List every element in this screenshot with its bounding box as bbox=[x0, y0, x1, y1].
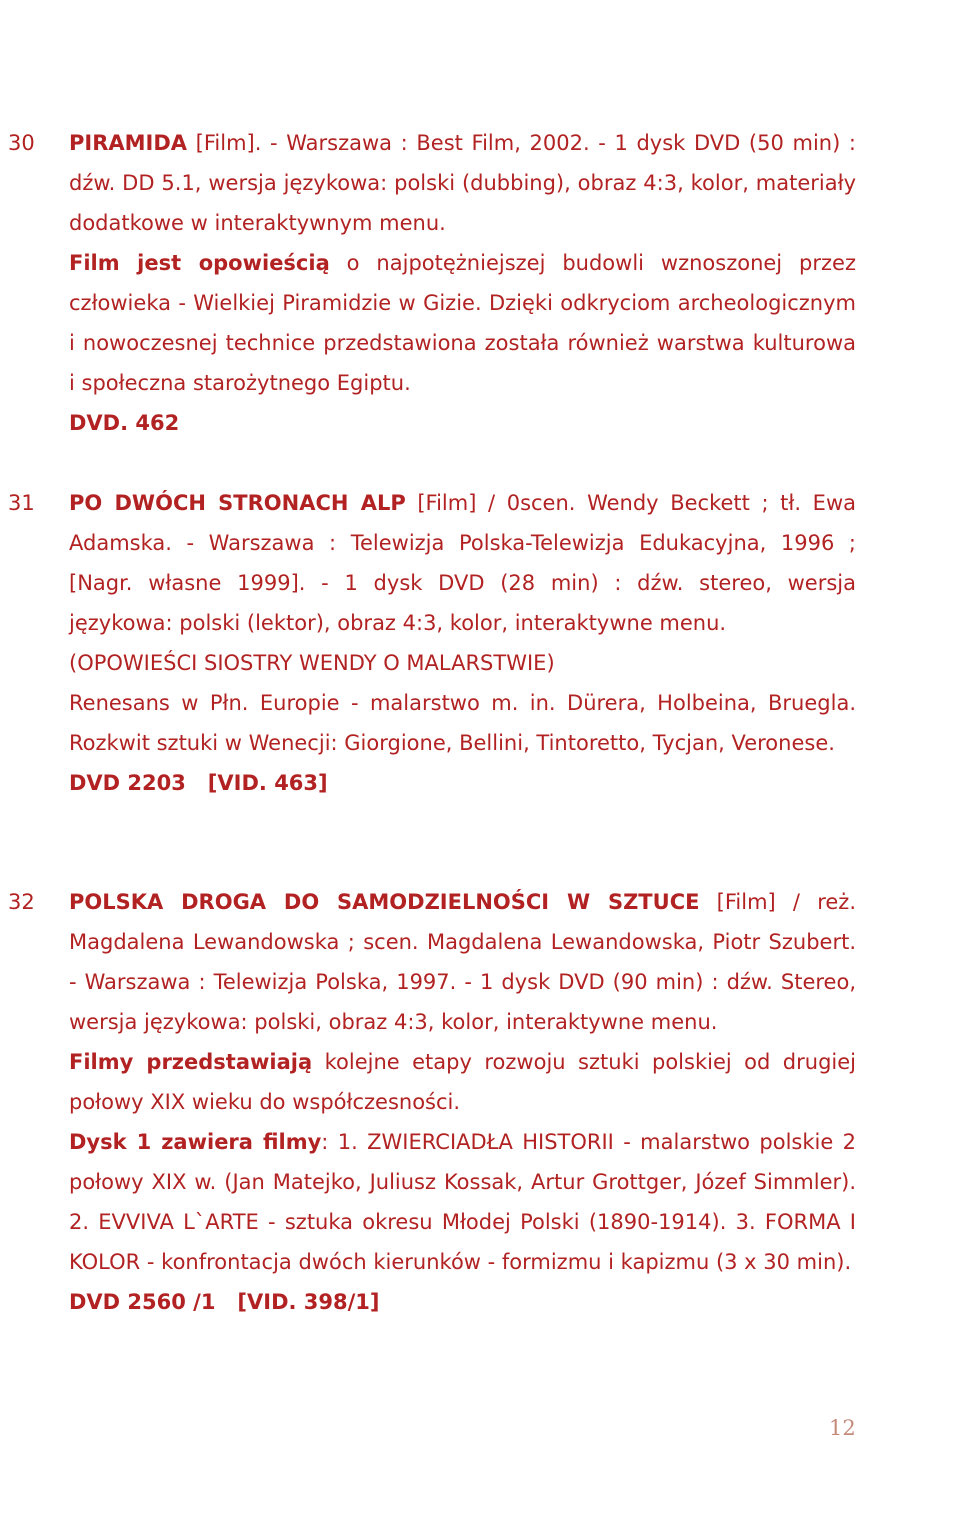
entry-series bbox=[69, 643, 856, 683]
entry-number: 31 bbox=[8, 491, 35, 515]
entry-summary bbox=[69, 243, 856, 403]
entry-summary bbox=[69, 1042, 856, 1122]
series-text: (OPOWIEŚCI SIOSTRY WENDY O MALARSTWIE) bbox=[69, 651, 555, 675]
entry-body bbox=[69, 882, 856, 1322]
entry-details: [Film] / 0scen. Wendy Beckett ; tł. Ewa Adamska. - Warszawa : Telewizja Polska-Telewizja Edukacyjna, 1996 ; [Nagr. własne 1999]. - 1 dysk DVD (28 min) : dźw. stereo, wersja językowa: polski (lektor), obraz 4:3, kolor, interaktywne menu. bbox=[69, 491, 856, 635]
summary-text: kolejne etapy rozwoju sztuki polskiej od drugiej połowy XIX wieku do współczesności. bbox=[69, 1050, 856, 1114]
summary-lead: Filmy przedstawiają bbox=[69, 1050, 313, 1074]
entry-number: 30 bbox=[8, 131, 35, 155]
entry-description bbox=[69, 123, 856, 243]
entry-summary bbox=[69, 683, 856, 763]
page-number: 12 bbox=[829, 1416, 856, 1440]
entry-number: 32 bbox=[8, 890, 35, 914]
summary-text: o najpotężniejszej budowli wznoszonej przez człowieka - Wielkiej Piramidzie w Gizie. Dzięki odkryciom archeologicznym i nowoczesnej technice przedstawiona została również warstwa kulturowa i społeczna starożytnego Egiptu. bbox=[69, 251, 856, 395]
contents-text: : 1. ZWIERCIADŁA HISTORII - malarstwo polskie 2 połowy XIX w. (Jan Matejko, Juliusz Kossak, Artur Grottger, Józef Simmler). 2. EVVIVA L`ARTE - sztuka okresu Młodej Polski (1890-1914). 3. FORMA I KOLOR - konfrontacja dwóch kierunków - formizmu i kapizmu (3 x 30 min). bbox=[69, 1130, 856, 1274]
entry-body bbox=[69, 123, 856, 443]
entry-shelfmark bbox=[69, 1282, 856, 1322]
shelfmark-text: DVD 2560 /1 [VID. 398/1] bbox=[69, 1290, 380, 1314]
entry-contents bbox=[69, 1122, 856, 1282]
entry-title: PO DWÓCH STRONACH ALP bbox=[69, 491, 406, 515]
entry-title: PIRAMIDA bbox=[69, 131, 188, 155]
entry-shelfmark bbox=[69, 763, 856, 803]
entry-details: [Film]. - Warszawa : Best Film, 2002. - 1 dysk DVD (50 min) : dźw. DD 5.1, wersja językowa: polski (dubbing), obraz 4:3, kolor, materiały dodatkowe w interaktywnym menu. bbox=[69, 131, 856, 235]
summary-lead: Film jest opowieścią bbox=[69, 251, 330, 275]
entry-shelfmark bbox=[69, 403, 856, 443]
entry-description bbox=[69, 483, 856, 643]
entry-details: [Film] / reż. Magdalena Lewandowska ; scen. Magdalena Lewandowska, Piotr Szubert. - Warszawa : Telewizja Polska, 1997. - 1 dysk DVD (90 min) : dźw. Stereo, wersja językowa: polski, obraz 4:3, kolor, interaktywne menu. bbox=[69, 890, 856, 1034]
shelfmark-text: DVD. 462 bbox=[69, 411, 180, 435]
entry-body bbox=[69, 483, 856, 803]
contents-lead: Dysk 1 zawiera filmy bbox=[69, 1130, 322, 1154]
shelfmark-text: DVD 2203 [VID. 463] bbox=[69, 771, 328, 795]
entry-description bbox=[69, 882, 856, 1042]
summary-text: Renesans w Płn. Europie - malarstwo m. in. Dürera, Holbeina, Bruegla. Rozkwit sztuki w Wenecji: Giorgione, Bellini, Tintoretto, Tycjan, Veronese. bbox=[69, 691, 856, 755]
entry-title: POLSKA DROGA DO SAMODZIELNOŚCI W SZTUCE bbox=[69, 890, 700, 914]
